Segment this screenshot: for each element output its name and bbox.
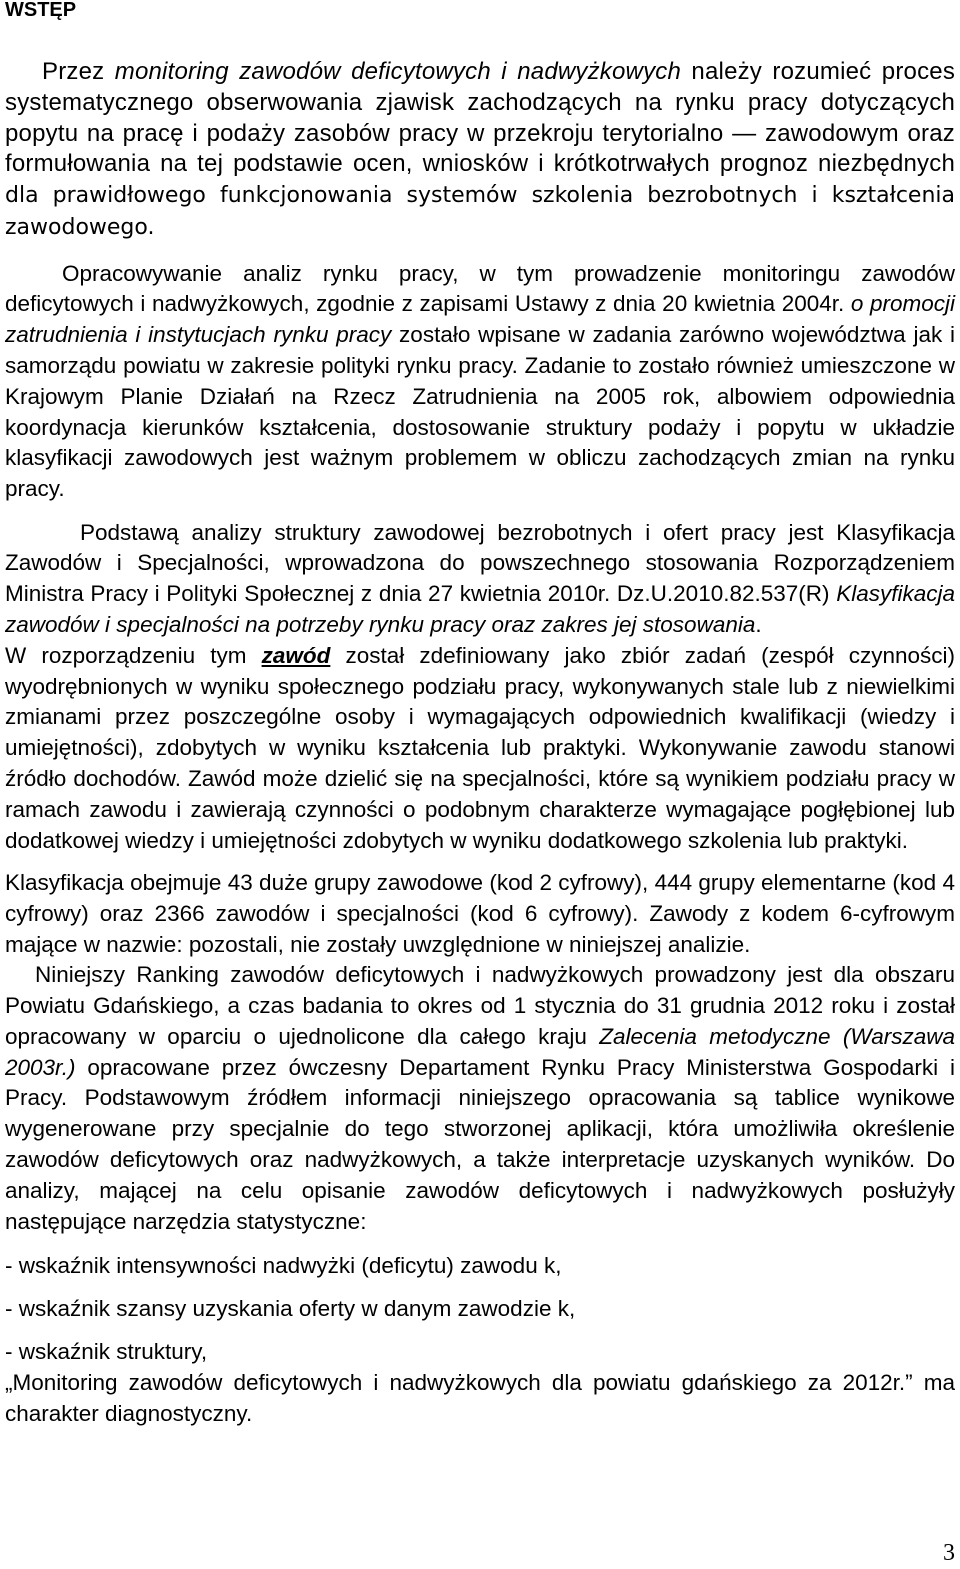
paragraph-ranking-scope [5,960,955,1237]
p1-tail: dla prawidłowego funkcjonowania systemów szkolenia bezrobotnych i kształcenia zawodowego. [5,183,955,240]
paragraph-classification-basis [5,518,955,641]
p6-body: opracowane przez ówczesny Departament Rynku Pracy Ministerstwa Gospodarki i Pracy. Podstawowym źródłem informacji niniejszego opracowania są tablice wynikowe wygenerowane przy specjalnie do tego stworzonej aplikacji, która umożliwiła określenie zawodów deficytowych oraz nadwyżkowych, a także interpretacje uzyskanych wyników. Do analizy, mającej na celu opisanie zawodów deficytowych i nadwyżkowych posłużyły następujące narzędzia statystyczne: [5,1054,955,1234]
paragraph-closing: „Monitoring zawodów deficytowych i nadwyżkowych dla powiatu gdańskiego za 2012r.” ma charakter diagnostyczny. [5,1370,955,1426]
occupation-term: zawód [261,642,331,668]
p3-end: . [755,611,762,637]
p4-lead: W rozporządzeniu tym [5,642,262,668]
section-heading: WSTĘP [5,0,77,21]
page-number: 3 [943,1540,955,1566]
paragraph-classification-scope: Klasyfikacja obejmuje 43 duże grupy zawodowe (kod 2 cyfrowy), 444 grupy elementarne (kod 4 cyfrowy) oraz 2366 zawodów i specjalności (kod 6 cyfrowy). Zawody z kodem 6-cyfrowym mające w nazwie: pozostali, nie zostały uwzględnione w niniejszej analizie. [5,869,955,957]
monitoring-term: monitoring zawodów deficytowych i nadwyżkowych [114,58,682,85]
list-item: - wskaźnik struktury, [5,1339,208,1365]
paragraph-legal-basis [5,259,955,505]
p2-body: zostało wpisane w zadania zarówno województwa jak i samorządu powiatu w zakresie polityki rynku pracy. Zadanie to zostało również umieszczone w Krajowym Planie Działań na Rzecz Zatrudnienia na 2005 rok, albowiem odpowiednia koordynacja kierunków kształcenia, dostosowanie struktury podaży i popytu w układzie klasyfikacji zawodowych jest ważnym problemem w obliczu zachodzących zmian na rynku pracy. [5,322,955,502]
p1-lead: Przez [42,58,115,85]
p2-lead: Opracowywanie analiz rynku pracy, w tym prowadzenie monitoringu zawodów deficytowych i nadwyżkowych, zgodnie z zapisami Ustawy z dnia 20 kwietnia 2004r. [5,260,955,317]
act-title: o promocji zatrudnienia i instytucjach rynku pracy [5,291,955,348]
p4-body: został zdefiniowany jako zbiór zadań (zespół czynności) wyodrębnionych w wyniku społecznego podziału pracy, wykonywanych stale lub z niewielkimi zmianami przez poszczególne osoby i wymagających odpowiednich kwalifikacji (wiedzy i umiejętności), zdobytych w wyniku kształcenia lub praktyki. Wykonywanie zawodu stanowi źródło dochodów. Zawód może dzielić się na specjalności, które są wynikiem podziału pracy w ramach zawodu i zawierają czynności o podobnym charakterze wymagające pogłębionej lub dodatkowej wiedzy i umiejętności zdobytych w wyniku dodatkowego szkolenia lub praktyki. [5,642,955,853]
regulation-title: Klasyfikacja zawodów i specjalności na potrzeby rynku pracy oraz zakres jej stosowania [5,581,955,637]
paragraph-monitoring-definition [5,57,955,244]
guidelines-title: Zalecenia metodyczne (Warszawa 2003r.) [5,1023,955,1080]
p6-lead: Niniejszy Ranking zawodów deficytowych i nadwyżkowych prowadzony jest dla obszaru Powiatu Gdańskiego, a czas badania to okres od 1 stycznia do 31 grudnia 2012 roku i został opracowany w oparciu o ujednolicone dla całego kraju [5,962,955,1049]
list-item: - wskaźnik intensywności nadwyżki (deficytu) zawodu k, [5,1253,562,1279]
p3-lead: Podstawą analizy struktury zawodowej bezrobotnych i ofert pracy jest Klasyfikacja Zawodów i Specjalności, wprowadzona do powszechnego stosowania Rozporządzeniem Ministra Pracy i Polityki Społecznej z dnia 27 kwietnia 2010r. Dz.U.2010.82.537(R) [5,519,955,607]
p1-body: należy rozumieć proces systematycznego obserwowania zjawisk zachodzących na rynku pracy dotyczących popytu na pracę i podaży zasobów pracy w przekroju terytorialno — zawodowym oraz formułowania na tej podstawie ocen, wniosków i krótkotrwałych prognoz niezbędnych [5,58,956,178]
paragraph-occupation-definition [5,641,955,857]
statistical-tools-list [5,1251,955,1368]
document-page [5,0,955,1430]
list-item: - wskaźnik szansy uzyskania oferty w danym zawodzie k, [5,1296,576,1322]
